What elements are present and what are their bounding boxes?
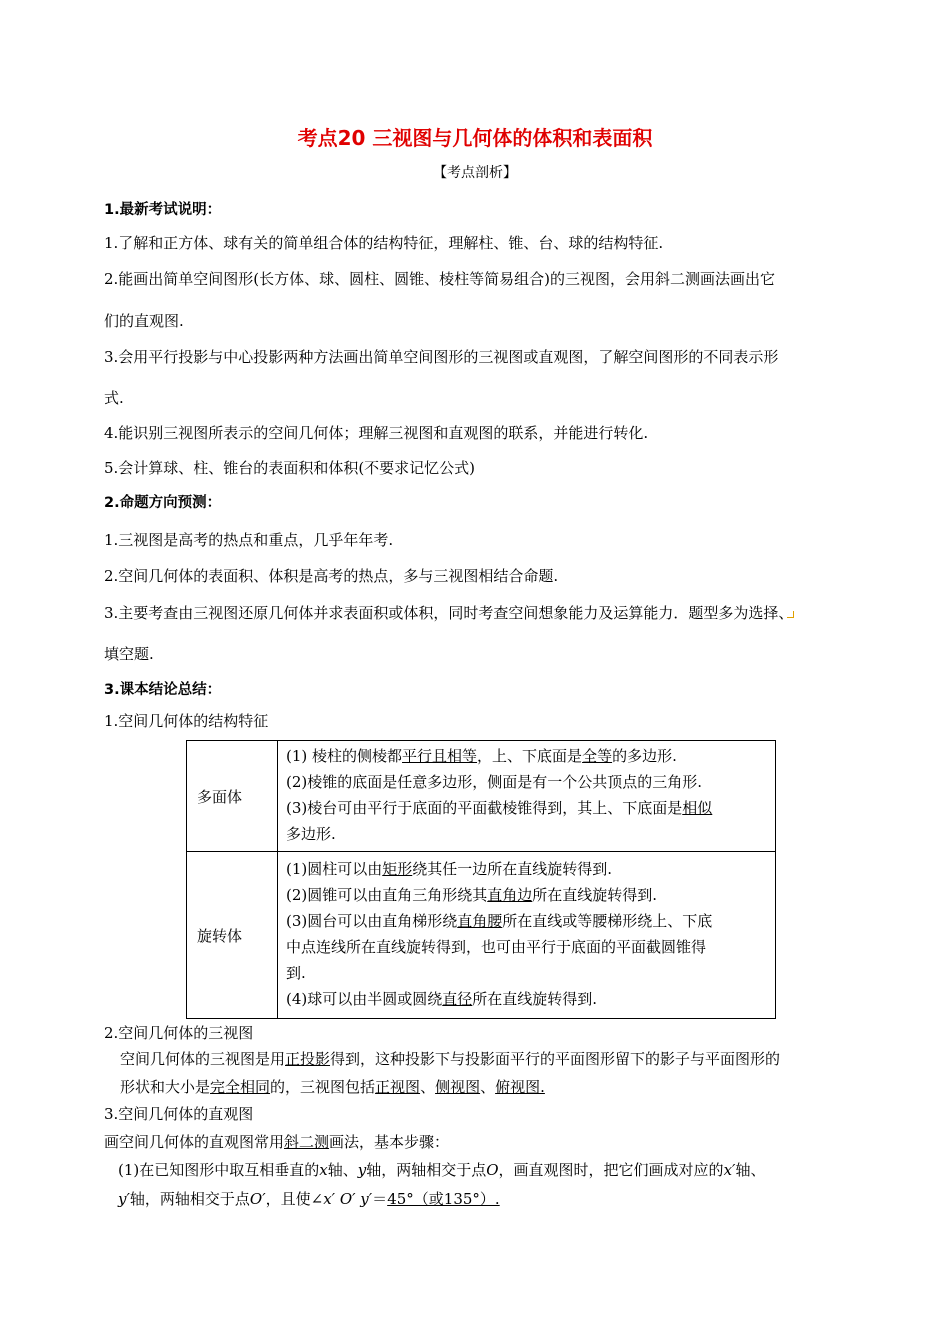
step1-line1: (1)在已知图形中取互相垂直的x轴、y轴，两轴相交于点O，画直观图时，把它们画成对应的x′轴、 [118,1161,766,1179]
sec2-item2: 2.空间几何体的表面积、体积是高考的热点，多与三视图相结合命题. [104,567,559,585]
sec3-sub2: 2.空间几何体的三视图 [104,1024,254,1042]
row-label-polyhedron: 多面体 [187,741,278,852]
sec3-sub1: 1.空间几何体的结构特征 [104,712,269,730]
structure-table [186,740,776,1019]
sec1-item3-line2: 式. [104,389,124,407]
table-row [187,852,776,1019]
polyhedron-item2: (2)棱锥的底面是任意多边形，侧面是有一个公共顶点的三角形. [286,773,703,791]
sec1-item2-line2: 们的直观图. [104,312,184,330]
revolution-item3-cont1: 中点连线所在直线旋转得到，也可由平行于底面的平面截圆锥得 [286,938,707,956]
revolution-item3-cont2: 到. [286,964,306,982]
edit-mark-icon [787,611,794,618]
table-row [187,741,776,852]
three-views-para-line2: 形状和大小是完全相同的，三视图包括正视图、侧视图、俯视图. [120,1078,545,1096]
sec1-item5: 5.会计算球、柱、锥台的表面积和体积(不要求记忆公式) [104,459,476,477]
row-label-solid-of-revolution: 旋转体 [187,852,278,1019]
page-title: 考点20 三视图与几何体的体积和表面积 [297,126,653,150]
row-content-solid-of-revolution [278,852,776,1019]
sec2-item3-line2: 填空题. [104,645,154,663]
section3-heading: 3.课本结论总结： [104,682,222,698]
revolution-item3: (3)圆台可以由直角梯形绕直角腰所在直线或等腰梯形绕上、下底 [286,912,713,930]
step1-line2: y′轴，两轴相交于点O′，且使∠x′ O′ y′＝45°（或135°）. [118,1190,500,1208]
sec1-item2-line1: 2.能画出简单空间图形(长方体、球、圆柱、圆锥、棱柱等简易组合)的三视图，会用斜二测画法画出它 [104,270,776,288]
section1-heading: 1.最新考试说明： [104,202,222,218]
sec1-item4: 4.能识别三视图所表示的空间几何体；理解三视图和直观图的联系，并能进行转化. [104,424,649,442]
three-views-para-line1: 空间几何体的三视图是用正投影得到，这种投影下与投影面平行的平面图形留下的影子与平面图形的 [120,1050,781,1068]
revolution-item1: (1)圆柱可以由矩形绕其任一边所在直线旋转得到. [286,860,613,878]
section2-heading: 2.命题方向预测： [104,495,222,511]
sec2-item1: 1.三视图是高考的热点和重点，几乎年年考. [104,531,394,549]
sec2-item3-line1: 3.主要考查由三视图还原几何体并求表面积或体积，同时考查空间想象能力及运算能力．题型多为选择、 [104,604,794,622]
sec1-item3-line1: 3.会用平行投影与中心投影两种方法画出简单空间图形的三视图或直观图，了解空间图形的不同表示形 [104,348,779,366]
revolution-item4: (4)球可以由半圆或圆绕直径所在直线旋转得到. [286,990,598,1008]
intuitive-view-para: 画空间几何体的直观图常用斜二测画法，基本步骤： [104,1133,450,1151]
sec3-sub3: 3.空间几何体的直观图 [104,1105,254,1123]
polyhedron-item3: (3)棱台可由平行于底面的平面截棱锥得到，其上、下底面是相似 [286,799,713,817]
polyhedron-item1: (1) 棱柱的侧棱都平行且相等，上、下底面是全等的多边形. [286,747,677,765]
sec1-item1: 1.了解和正方体、球有关的简单组合体的结构特征，理解柱、锥、台、球的结构特征. [104,234,664,252]
row-content-polyhedron [278,741,776,852]
section-subtitle: 【考点剖析】 [433,165,517,181]
polyhedron-item3-cont: 多边形. [286,825,336,843]
revolution-item2: (2)圆锥可以由直角三角形绕其直角边所在直线旋转得到. [286,886,658,904]
